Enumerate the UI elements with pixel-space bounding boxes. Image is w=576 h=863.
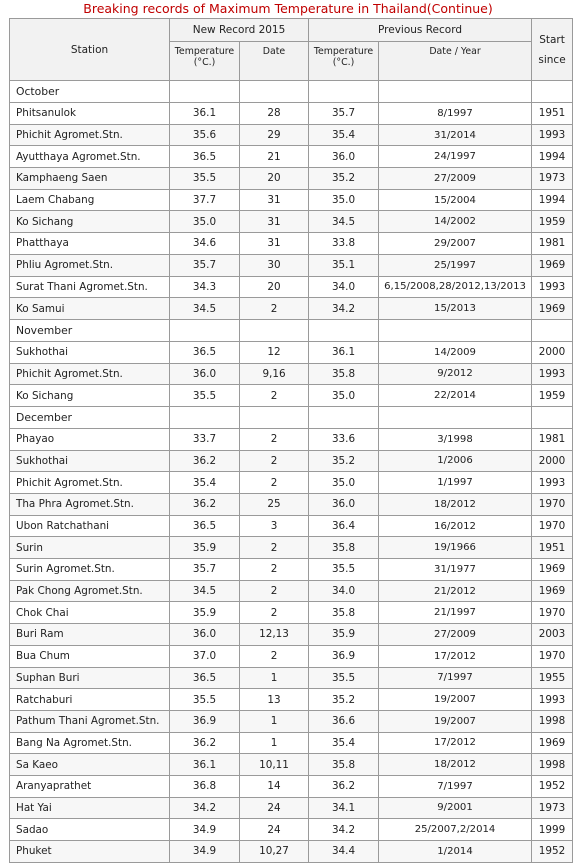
station-name-cell: Phliu Agromet.Stn.: [10, 254, 170, 276]
previous-date-year-cell: 29/2007: [379, 233, 532, 255]
empty-cell: [532, 319, 573, 341]
new-date-cell: 3: [240, 515, 309, 537]
empty-cell: [309, 406, 379, 428]
previous-temperature-cell: 35.8: [309, 363, 379, 385]
previous-record-group-header: Previous Record: [309, 19, 532, 42]
previous-temperature-cell: 36.0: [309, 146, 379, 168]
start-since-cell: 1970: [532, 515, 573, 537]
new-date-cell: 21: [240, 146, 309, 168]
new-date-cell: 1: [240, 667, 309, 689]
new-temperature-cell: 35.9: [170, 537, 240, 559]
previous-temperature-cell: 35.8: [309, 602, 379, 624]
new-date-cell: 2: [240, 580, 309, 602]
new-temperature-cell: 35.0: [170, 211, 240, 233]
new-date-cell: 2: [240, 602, 309, 624]
start-since-cell: 2003: [532, 624, 573, 646]
start-since-cell: 1973: [532, 797, 573, 819]
previous-temperature-cell: 35.4: [309, 732, 379, 754]
new-date-cell: 31: [240, 189, 309, 211]
new-temperature-cell: 36.5: [170, 341, 240, 363]
table-row: [10, 580, 573, 602]
table-row: [10, 189, 573, 211]
previous-date-year-cell: 17/2012: [379, 732, 532, 754]
previous-temperature-cell: 35.8: [309, 537, 379, 559]
previous-temperature-cell: 35.5: [309, 667, 379, 689]
previous-temperature-cell: 35.9: [309, 624, 379, 646]
previous-temperature-cell: 36.0: [309, 494, 379, 516]
empty-cell: [170, 319, 240, 341]
unit-label: (°C.): [193, 57, 216, 68]
table-row: [10, 341, 573, 363]
previous-date-year-cell: 8/1997: [379, 103, 532, 125]
new-temperature-cell: 34.6: [170, 233, 240, 255]
previous-date-year-cell: 31/2014: [379, 124, 532, 146]
new-temperature-cell: 36.2: [170, 494, 240, 516]
table-row: [10, 645, 573, 667]
start-since-cell: 1969: [532, 580, 573, 602]
table-row: [10, 710, 573, 732]
station-name-cell: Sukhothai: [10, 450, 170, 472]
previous-temperature-cell: 36.6: [309, 710, 379, 732]
station-name-cell: Hat Yai: [10, 797, 170, 819]
previous-date-year-cell: 14/2009: [379, 341, 532, 363]
station-name-cell: Aranyaprathet: [10, 775, 170, 797]
empty-cell: [170, 81, 240, 103]
start-since-cell: 1981: [532, 428, 573, 450]
station-name-cell: Buri Ram: [10, 624, 170, 646]
temperature-label: Temperature: [174, 46, 235, 57]
empty-cell: [532, 406, 573, 428]
station-name-cell: Phitsanulok: [10, 103, 170, 125]
new-temperature-cell: 36.2: [170, 732, 240, 754]
previous-temperature-cell: 34.5: [309, 211, 379, 233]
new-date-cell: 2: [240, 559, 309, 581]
table-row: [10, 450, 573, 472]
new-date-cell: 31: [240, 211, 309, 233]
new-temperature-cell: 35.6: [170, 124, 240, 146]
new-temperature-cell: 37.7: [170, 189, 240, 211]
new-date-cell: 24: [240, 797, 309, 819]
start-since-cell: 1993: [532, 124, 573, 146]
start-since-cell: 1952: [532, 841, 573, 863]
document-title: Breaking records of Maximum Temperature in Thailand(Continue): [83, 1, 493, 16]
new-date-cell: 9,16: [240, 363, 309, 385]
new-temperature-header: [170, 42, 240, 81]
month-section-row: [10, 319, 573, 341]
station-name-cell: Surin: [10, 537, 170, 559]
station-name-cell: Phayao: [10, 428, 170, 450]
previous-date-year-cell: 27/2009: [379, 168, 532, 190]
previous-date-year-cell: 25/1997: [379, 254, 532, 276]
new-date-cell: 29: [240, 124, 309, 146]
start-since-cell: 1993: [532, 472, 573, 494]
previous-date-year-cell: 16/2012: [379, 515, 532, 537]
unit-label: (°C.): [332, 57, 355, 68]
previous-temperature-cell: 36.4: [309, 515, 379, 537]
previous-temperature-cell: 34.1: [309, 797, 379, 819]
table-row: [10, 385, 573, 407]
new-temperature-cell: 36.1: [170, 754, 240, 776]
station-name-cell: Sadao: [10, 819, 170, 841]
station-name-cell: Chok Chai: [10, 602, 170, 624]
start-since-cell: 1959: [532, 211, 573, 233]
previous-temperature-cell: 33.8: [309, 233, 379, 255]
new-temperature-cell: 36.5: [170, 515, 240, 537]
new-date-cell: 31: [240, 233, 309, 255]
new-temperature-cell: 36.9: [170, 710, 240, 732]
new-date-cell: 2: [240, 385, 309, 407]
previous-date-year-cell: 24/1997: [379, 146, 532, 168]
station-name-cell: Tha Phra Agromet.Stn.: [10, 494, 170, 516]
start-since-cell: 1994: [532, 146, 573, 168]
new-date-cell: 30: [240, 254, 309, 276]
previous-date-year-cell: 27/2009: [379, 624, 532, 646]
start-since-column-header: Start since: [532, 19, 573, 81]
start-since-cell: 1952: [532, 775, 573, 797]
start-since-cell: 1970: [532, 494, 573, 516]
new-temperature-cell: 35.5: [170, 689, 240, 711]
previous-temperature-cell: 35.1: [309, 254, 379, 276]
table-row: [10, 515, 573, 537]
start-since-cell: 1994: [532, 189, 573, 211]
previous-date-year-cell: 19/2007: [379, 689, 532, 711]
previous-date-year-header: Date / Year: [379, 42, 532, 81]
new-record-group-header: New Record 2015: [170, 19, 309, 42]
previous-temperature-cell: 34.2: [309, 298, 379, 320]
start-since-cell: 1998: [532, 754, 573, 776]
station-name-cell: Suphan Buri: [10, 667, 170, 689]
previous-date-year-cell: 14/2002: [379, 211, 532, 233]
temperature-records-table: [9, 18, 573, 863]
table-header: [10, 19, 573, 81]
previous-date-year-cell: 15/2013: [379, 298, 532, 320]
table-row: [10, 124, 573, 146]
previous-date-year-cell: 1/1997: [379, 472, 532, 494]
table-row: [10, 667, 573, 689]
start-since-cell: 1998: [532, 710, 573, 732]
previous-temperature-cell: 34.4: [309, 841, 379, 863]
new-date-cell: 20: [240, 168, 309, 190]
new-date-cell: 20: [240, 276, 309, 298]
previous-date-year-cell: 25/2007,2/2014: [379, 819, 532, 841]
station-name-cell: Phichit Agromet.Stn.: [10, 363, 170, 385]
previous-temperature-cell: 36.9: [309, 645, 379, 667]
station-name-cell: Ayutthaya Agromet.Stn.: [10, 146, 170, 168]
start-since-cell: 1969: [532, 298, 573, 320]
start-since-cell: 1973: [532, 168, 573, 190]
start-since-cell: 1993: [532, 689, 573, 711]
previous-date-year-cell: 17/2012: [379, 645, 532, 667]
new-date-cell: 1: [240, 710, 309, 732]
start-since-cell: 2000: [532, 450, 573, 472]
table-row: [10, 168, 573, 190]
new-temperature-cell: 35.4: [170, 472, 240, 494]
previous-temperature-cell: 35.2: [309, 450, 379, 472]
start-since-cell: 1970: [532, 602, 573, 624]
table-body: [10, 81, 573, 863]
new-date-cell: 10,27: [240, 841, 309, 863]
previous-temperature-cell: 34.2: [309, 819, 379, 841]
new-temperature-cell: 36.5: [170, 667, 240, 689]
previous-date-year-cell: 21/2012: [379, 580, 532, 602]
new-temperature-cell: 35.7: [170, 254, 240, 276]
month-section-row: [10, 406, 573, 428]
start-since-cell: 1969: [532, 254, 573, 276]
previous-temperature-cell: 33.6: [309, 428, 379, 450]
station-name-cell: Sa Kaeo: [10, 754, 170, 776]
new-temperature-cell: 34.9: [170, 819, 240, 841]
month-section-row: [10, 81, 573, 103]
station-name-cell: Phichit Agromet.Stn.: [10, 124, 170, 146]
previous-temperature-cell: 35.7: [309, 103, 379, 125]
previous-temperature-cell: 35.4: [309, 124, 379, 146]
start-since-cell: 1969: [532, 732, 573, 754]
new-date-cell: 1: [240, 732, 309, 754]
new-date-cell: 2: [240, 472, 309, 494]
station-name-cell: Ko Sichang: [10, 385, 170, 407]
table-row: [10, 775, 573, 797]
table-row: [10, 494, 573, 516]
temperature-label: Temperature: [313, 46, 374, 57]
table-row: [10, 602, 573, 624]
previous-temperature-cell: 34.0: [309, 276, 379, 298]
table-row: [10, 732, 573, 754]
new-temperature-cell: 36.8: [170, 775, 240, 797]
table-row: [10, 103, 573, 125]
station-name-cell: Surin Agromet.Stn.: [10, 559, 170, 581]
empty-cell: [240, 406, 309, 428]
previous-date-year-cell: 15/2004: [379, 189, 532, 211]
new-temperature-cell: 36.2: [170, 450, 240, 472]
previous-date-year-cell: 9/2012: [379, 363, 532, 385]
new-date-cell: 13: [240, 689, 309, 711]
station-name-cell: Pathum Thani Agromet.Stn.: [10, 710, 170, 732]
table-row: [10, 298, 573, 320]
table-row: [10, 819, 573, 841]
new-date-cell: 24: [240, 819, 309, 841]
table-row: [10, 254, 573, 276]
new-date-cell: 28: [240, 103, 309, 125]
start-since-cell: 1951: [532, 537, 573, 559]
new-temperature-cell: 35.5: [170, 168, 240, 190]
table-row: [10, 428, 573, 450]
new-date-cell: 2: [240, 645, 309, 667]
new-temperature-cell: 35.7: [170, 559, 240, 581]
previous-temperature-cell: 35.2: [309, 689, 379, 711]
station-name-cell: Sukhothai: [10, 341, 170, 363]
previous-date-year-cell: 19/2007: [379, 710, 532, 732]
start-since-cell: 1981: [532, 233, 573, 255]
empty-cell: [170, 406, 240, 428]
empty-cell: [309, 319, 379, 341]
start-since-cell: 1999: [532, 819, 573, 841]
new-date-cell: 2: [240, 450, 309, 472]
table-row: [10, 754, 573, 776]
table-row: [10, 233, 573, 255]
previous-date-year-cell: 18/2012: [379, 754, 532, 776]
previous-date-year-cell: 6,15/2008,28/2012,13/2013: [379, 276, 532, 298]
previous-date-year-cell: 3/1998: [379, 428, 532, 450]
previous-date-year-cell: 21/1997: [379, 602, 532, 624]
new-date-cell: 14: [240, 775, 309, 797]
table-row: [10, 689, 573, 711]
station-name-cell: Ko Sichang: [10, 211, 170, 233]
empty-cell: [379, 81, 532, 103]
previous-temperature-cell: 36.1: [309, 341, 379, 363]
new-temperature-cell: 34.2: [170, 797, 240, 819]
new-temperature-cell: 36.5: [170, 146, 240, 168]
new-temperature-cell: 33.7: [170, 428, 240, 450]
new-temperature-cell: 37.0: [170, 645, 240, 667]
previous-date-year-cell: 1/2014: [379, 841, 532, 863]
start-since-cell: 2000: [532, 341, 573, 363]
previous-date-year-cell: 18/2012: [379, 494, 532, 516]
previous-temperature-cell: 36.2: [309, 775, 379, 797]
new-date-cell: 10,11: [240, 754, 309, 776]
new-temperature-cell: 36.1: [170, 103, 240, 125]
empty-cell: [379, 406, 532, 428]
month-label: November: [10, 319, 170, 341]
previous-date-year-cell: 19/1966: [379, 537, 532, 559]
table-row: [10, 146, 573, 168]
station-name-cell: Bua Chum: [10, 645, 170, 667]
table-row: [10, 363, 573, 385]
empty-cell: [309, 81, 379, 103]
table-row: [10, 537, 573, 559]
table-row: [10, 276, 573, 298]
previous-temperature-cell: 35.0: [309, 472, 379, 494]
previous-temperature-cell: 35.0: [309, 189, 379, 211]
new-temperature-cell: 34.3: [170, 276, 240, 298]
new-temperature-cell: 36.0: [170, 363, 240, 385]
start-since-cell: 1993: [532, 276, 573, 298]
previous-date-year-cell: 7/1997: [379, 667, 532, 689]
new-date-cell: 2: [240, 537, 309, 559]
station-name-cell: Ko Samui: [10, 298, 170, 320]
previous-temperature-cell: 35.5: [309, 559, 379, 581]
station-name-cell: Laem Chabang: [10, 189, 170, 211]
previous-date-year-cell: 9/2001: [379, 797, 532, 819]
table-row: [10, 841, 573, 863]
empty-cell: [532, 81, 573, 103]
new-temperature-cell: 36.0: [170, 624, 240, 646]
new-date-cell: 2: [240, 428, 309, 450]
station-name-cell: Pak Chong Agromet.Stn.: [10, 580, 170, 602]
new-temperature-cell: 34.5: [170, 298, 240, 320]
new-date-cell: 12,13: [240, 624, 309, 646]
station-name-cell: Phichit Agromet.Stn.: [10, 472, 170, 494]
previous-date-year-cell: 7/1997: [379, 775, 532, 797]
start-since-cell: 1969: [532, 559, 573, 581]
start-since-cell: 1993: [532, 363, 573, 385]
previous-temperature-cell: 35.8: [309, 754, 379, 776]
table-row: [10, 211, 573, 233]
station-name-cell: Ratchaburi: [10, 689, 170, 711]
start-since-cell: 1970: [532, 645, 573, 667]
previous-date-year-cell: 1/2006: [379, 450, 532, 472]
month-label: December: [10, 406, 170, 428]
station-name-cell: Phuket: [10, 841, 170, 863]
empty-cell: [240, 81, 309, 103]
previous-temperature-header: [309, 42, 379, 81]
table-row: [10, 472, 573, 494]
station-name-cell: Phatthaya: [10, 233, 170, 255]
previous-temperature-cell: 35.0: [309, 385, 379, 407]
previous-date-year-cell: 22/2014: [379, 385, 532, 407]
station-name-cell: Ubon Ratchathani: [10, 515, 170, 537]
start-since-cell: 1951: [532, 103, 573, 125]
month-label: October: [10, 81, 170, 103]
empty-cell: [379, 319, 532, 341]
previous-date-year-cell: 31/1977: [379, 559, 532, 581]
empty-cell: [240, 319, 309, 341]
previous-temperature-cell: 35.2: [309, 168, 379, 190]
new-temperature-cell: 35.9: [170, 602, 240, 624]
table-row: [10, 624, 573, 646]
start-since-cell: 1959: [532, 385, 573, 407]
station-name-cell: Kamphaeng Saen: [10, 168, 170, 190]
new-temperature-cell: 34.9: [170, 841, 240, 863]
new-temperature-cell: 34.5: [170, 580, 240, 602]
station-column-header: Station: [10, 19, 170, 81]
previous-temperature-cell: 34.0: [309, 580, 379, 602]
station-name-cell: Surat Thani Agromet.Stn.: [10, 276, 170, 298]
station-name-cell: Bang Na Agromet.Stn.: [10, 732, 170, 754]
new-temperature-cell: 35.5: [170, 385, 240, 407]
start-since-cell: 1955: [532, 667, 573, 689]
new-date-cell: 2: [240, 298, 309, 320]
table-row: [10, 559, 573, 581]
new-date-header: Date: [240, 42, 309, 81]
table-row: [10, 797, 573, 819]
new-date-cell: 25: [240, 494, 309, 516]
new-date-cell: 12: [240, 341, 309, 363]
